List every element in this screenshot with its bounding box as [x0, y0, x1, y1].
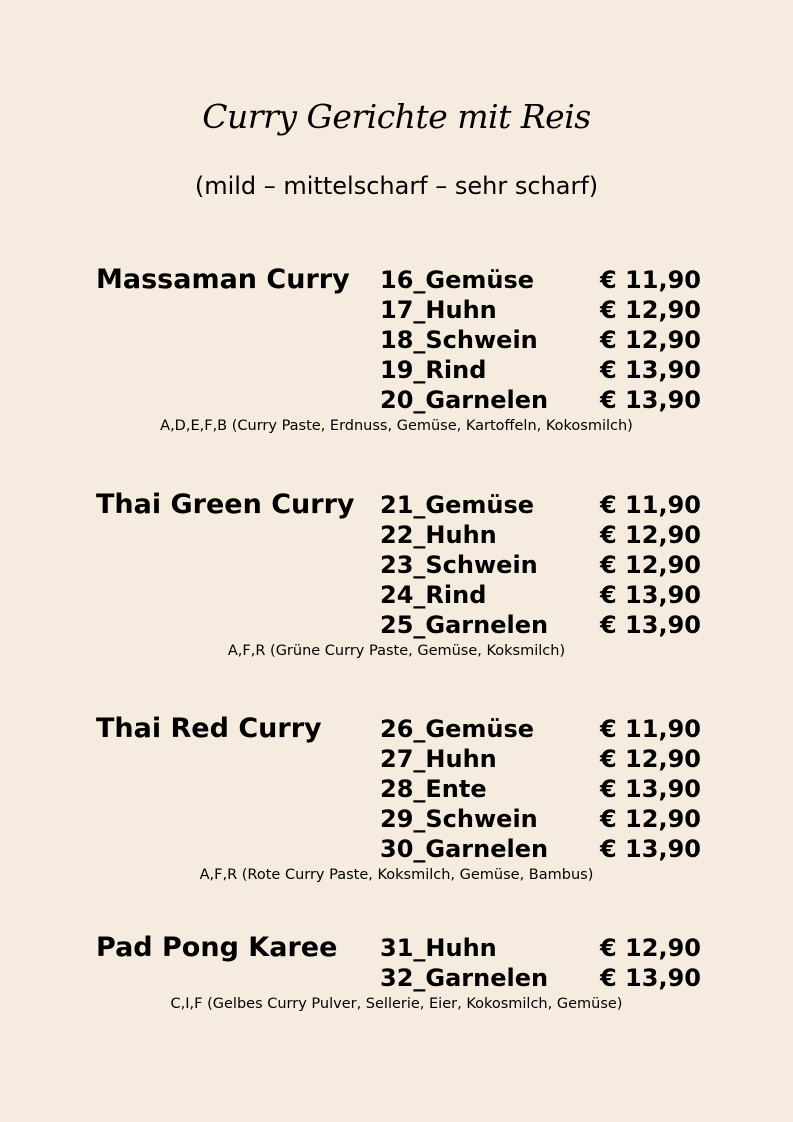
menu-item — [0, 610, 793, 640]
menu-item — [0, 933, 793, 963]
dish-name: Pad Pong Karee — [96, 932, 338, 963]
menu-item — [0, 963, 793, 993]
item-name: 17_Huhn — [380, 296, 497, 324]
allergen-info: A,F,R (Rote Curry Paste, Koksmilch, Gemüse, Bambus) — [199, 867, 594, 883]
item-name: 24_Rind — [380, 581, 487, 609]
menu-item — [0, 714, 793, 744]
item-name: 26_Gemüse — [380, 715, 535, 743]
menu-item — [0, 744, 793, 774]
item-name: 31_Huhn — [380, 934, 497, 962]
menu-item — [0, 804, 793, 834]
item-price: € 12,90 — [600, 745, 701, 773]
spice-level-subtitle: (mild – mittelscharf – sehr scharf) — [194, 172, 599, 200]
item-price: € 11,90 — [600, 266, 701, 294]
item-price: € 13,90 — [600, 356, 701, 384]
allergen-info: C,I,F (Gelbes Curry Pulver, Sellerie, Eier, Kokosmilch, Gemüse) — [170, 996, 623, 1012]
item-price: € 11,90 — [600, 715, 701, 743]
item-price: € 12,90 — [600, 934, 701, 962]
item-name: 32_Garnelen — [380, 964, 549, 992]
menu-item — [0, 325, 793, 355]
item-price: € 13,90 — [600, 835, 701, 863]
item-name: 19_Rind — [380, 356, 487, 384]
menu-item — [0, 550, 793, 580]
item-price: € 13,90 — [600, 964, 701, 992]
dish-name: Thai Red Curry — [96, 713, 322, 744]
item-price: € 12,90 — [600, 521, 701, 549]
dish-name: Massaman Curry — [96, 264, 350, 295]
menu-item — [0, 265, 793, 295]
menu-title: Curry Gerichte mit Reis — [202, 97, 591, 136]
menu-item — [0, 580, 793, 610]
menu-item — [0, 774, 793, 804]
dish-name: Thai Green Curry — [96, 489, 355, 520]
item-name: 22_Huhn — [380, 521, 497, 549]
menu-item — [0, 355, 793, 385]
item-price: € 12,90 — [600, 805, 701, 833]
item-name: 27_Huhn — [380, 745, 497, 773]
item-price: € 12,90 — [600, 551, 701, 579]
menu-item — [0, 834, 793, 864]
item-name: 23_Schwein — [380, 551, 538, 579]
item-price: € 13,90 — [600, 611, 701, 639]
menu-item — [0, 385, 793, 415]
menu-item — [0, 490, 793, 520]
item-name: 21_Gemüse — [380, 491, 535, 519]
item-name: 25_Garnelen — [380, 611, 549, 639]
item-name: 30_Garnelen — [380, 835, 549, 863]
item-name: 29_Schwein — [380, 805, 538, 833]
item-price: € 12,90 — [600, 326, 701, 354]
item-name: 20_Garnelen — [380, 386, 549, 414]
item-name: 28_Ente — [380, 775, 487, 803]
allergen-info: A,D,E,F,B (Curry Paste, Erdnuss, Gemüse, Kartoffeln, Kokosmilch) — [160, 418, 633, 434]
item-price: € 13,90 — [600, 581, 701, 609]
menu-item — [0, 520, 793, 550]
item-name: 18_Schwein — [380, 326, 538, 354]
item-price: € 11,90 — [600, 491, 701, 519]
item-price: € 13,90 — [600, 775, 701, 803]
item-price: € 13,90 — [600, 386, 701, 414]
menu-item — [0, 295, 793, 325]
allergen-info: A,F,R (Grüne Curry Paste, Gemüse, Koksmilch) — [227, 643, 566, 659]
item-name: 16_Gemüse — [380, 266, 535, 294]
item-price: € 12,90 — [600, 296, 701, 324]
